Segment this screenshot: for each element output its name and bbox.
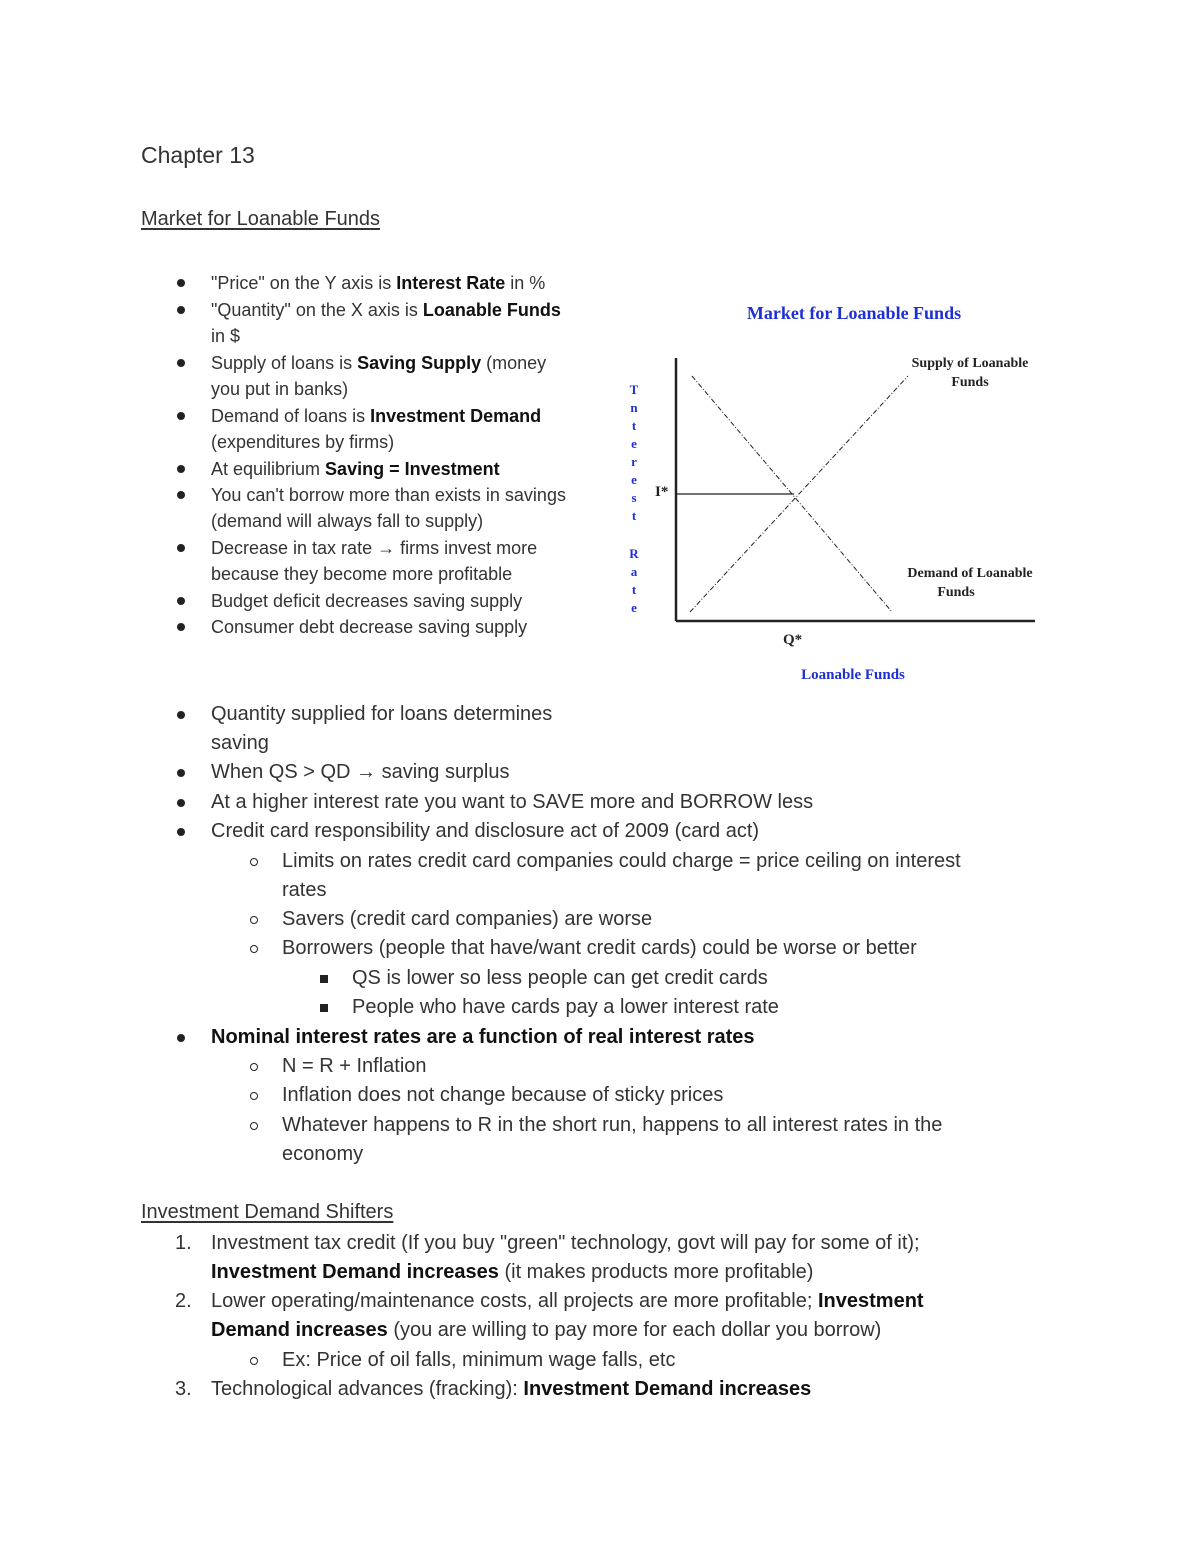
list-item: When QS > QD → saving surplus: [211, 761, 510, 783]
demand-label-line2: Funds: [937, 585, 975, 600]
square-bullet-icon: [320, 1004, 328, 1012]
bullet-icon: [177, 711, 185, 719]
list-item: Credit card responsibility and disclosure act of 2009 (card act): [211, 820, 760, 842]
y-axis-label-letter: t: [631, 582, 637, 597]
section-heading-loanable-funds: Market for Loanable Funds: [141, 208, 381, 230]
page-title: Chapter 13: [141, 142, 255, 168]
equilibrium-rate-label: I*: [655, 484, 669, 500]
bullet-icon: [177, 597, 185, 605]
sub-bullet-icon: [250, 1122, 258, 1130]
list-number: 1.: [175, 1232, 192, 1254]
y-axis-label-letter: n: [630, 400, 638, 415]
bullet-icon: [177, 623, 185, 631]
list-item-continuation: in $: [211, 326, 241, 346]
list-item: Nominal interest rates are a function of real interest rates: [211, 1026, 755, 1048]
list-item-continuation: because they become more profitable: [211, 564, 513, 584]
list-number: 2.: [175, 1290, 192, 1312]
y-axis-label-letter: T: [629, 382, 639, 397]
list-item-continuation: saving: [211, 732, 269, 754]
sub-list-item: Limits on rates credit card companies could charge = price ceiling on interest: [282, 850, 961, 872]
loanable-funds-chart: [600, 290, 1060, 690]
x-axis-label: Loanable Funds: [801, 667, 905, 683]
list-item: Quantity supplied for loans determines: [211, 703, 553, 725]
sub-list-item: N = R + Inflation: [282, 1055, 427, 1077]
list-item: You can't borrow more than exists in savings: [211, 485, 566, 505]
sub-bullet-icon: [250, 1092, 258, 1100]
y-axis-label-letter: s: [631, 490, 637, 505]
list-item: "Price" on the Y axis is Interest Rate in %: [211, 273, 546, 293]
bullet-icon: [177, 769, 185, 777]
nested-list-item: QS is lower so less people can get credit cards: [352, 967, 768, 989]
sub-bullet-icon: [250, 916, 258, 924]
list-item: At a higher interest rate you want to SAVE more and BORROW less: [211, 791, 814, 813]
list-item: Lower operating/maintenance costs, all projects are more profitable; Investment: [211, 1290, 924, 1312]
sub-list-item: Savers (credit card companies) are worse: [282, 908, 653, 930]
list-item: Decrease in tax rate → firms invest more: [211, 538, 538, 558]
list-item: Demand of loans is Investment Demand: [211, 406, 542, 426]
list-item-continuation: you put in banks): [211, 379, 349, 399]
list-item-continuation: Demand increases (you are willing to pay more for each dollar you borrow): [211, 1319, 882, 1341]
bullet-icon: [177, 279, 185, 287]
sub-bullet-icon: [250, 858, 258, 866]
sub-bullet-icon: [250, 945, 258, 953]
nested-list-item: People who have cards pay a lower interest rate: [352, 996, 779, 1018]
list-number: 3.: [175, 1378, 192, 1400]
supply-label-line1: Supply of Loanable: [911, 356, 1029, 371]
bullet-icon: [177, 465, 185, 473]
sub-bullet-icon: [250, 1063, 258, 1071]
y-axis-label-letter: R: [629, 546, 639, 561]
bullet-icon: [177, 491, 185, 499]
list-item-continuation: Investment Demand increases (it makes products more profitable): [211, 1261, 814, 1283]
bullet-icon: [177, 359, 185, 367]
chart-title: Market for Loanable Funds: [746, 303, 962, 323]
bullet-icon: [177, 412, 185, 420]
y-axis-label-letter: r: [631, 454, 637, 469]
equilibrium-quantity-label: Q*: [783, 632, 803, 648]
bullet-icon: [177, 828, 185, 836]
list-item: Budget deficit decreases saving supply: [211, 591, 523, 611]
list-item-continuation: (demand will always fall to supply): [211, 511, 484, 531]
list-item: At equilibrium Saving = Investment: [211, 459, 500, 479]
list-item-continuation: (expenditures by firms): [211, 432, 395, 452]
supply-label-line2: Funds: [951, 375, 989, 390]
y-axis-label-letter: t: [631, 418, 637, 433]
section-heading-investment-demand-shifters: Investment Demand Shifters: [141, 1201, 394, 1223]
demand-label-line1: Demand of Loanable: [907, 566, 1033, 581]
sub-list-item: Borrowers (people that have/want credit cards) could be worse or better: [282, 937, 917, 959]
y-axis-label-letter: a: [630, 564, 638, 579]
list-item: Investment tax credit (If you buy "green" technology, govt will pay for some of it);: [211, 1232, 920, 1254]
list-item: Consumer debt decrease saving supply: [211, 617, 528, 637]
sub-list-item-continuation: rates: [282, 879, 327, 901]
bullet-icon: [177, 799, 185, 807]
y-axis-label-letter: e: [631, 436, 637, 451]
sub-list-item: Whatever happens to R in the short run, happens to all interest rates in the: [282, 1114, 943, 1136]
y-axis-label-letter: e: [631, 600, 637, 615]
sub-list-item-continuation: economy: [282, 1143, 364, 1165]
list-item: "Quantity" on the X axis is Loanable Funds: [211, 300, 561, 320]
y-axis-label: [629, 382, 639, 615]
sub-list-item: Ex: Price of oil falls, minimum wage falls, etc: [282, 1349, 676, 1371]
sub-bullet-icon: [250, 1357, 258, 1365]
bullet-icon: [177, 306, 185, 314]
sub-list-item: Inflation does not change because of sticky prices: [282, 1084, 724, 1106]
bullet-icon: [177, 1034, 185, 1042]
list-item: Technological advances (fracking): Investment Demand increases: [211, 1378, 812, 1400]
y-axis-label-letter: t: [631, 508, 637, 523]
bullet-icon: [177, 544, 185, 552]
square-bullet-icon: [320, 975, 328, 983]
y-axis-label-letter: e: [631, 472, 637, 487]
list-item: Supply of loans is Saving Supply (money: [211, 353, 547, 373]
